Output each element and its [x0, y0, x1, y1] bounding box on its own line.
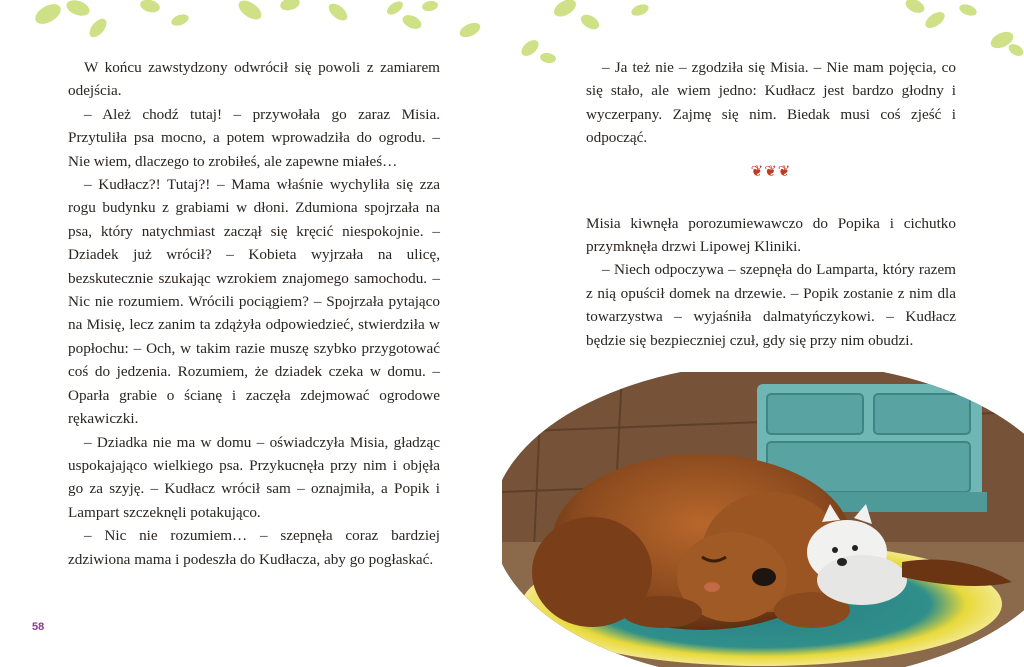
page-number: 58 — [32, 621, 45, 633]
paragraph: – Dziadka nie ma w domu – oświadczyła Misia, gładząc uspokajająco wielkiego psa. Przykucnęła przy nim i objęła go za szyję. – Kudłacz wrócił sam – oznajmiła, a Popik i Lampart szczeknęli potakująco. — [68, 433, 440, 521]
paragraph: – Kudłacz?! Tutaj?! – Mama właśnie wychyliła się zza rogu budynku z grabiami w dłoni. Zdumiona spojrzała na psa, który natychmiast zaczął się kręcić niespokojnie. – Dziadek już wrócił? – Kobieta wyjrzała na ulicę, bezskutecznie szukając wzrokiem znajomego samochodu. – Nic nie rozumiem. Wrócili pociągiem? – Spojrzała pytająco na Misię, lecz zanim ta zdążyła odpowiedzieć, stwierdziła w popłochu: – Och, w takim razie muszę szybko przygotować coś do jedzenia. Rozumiem, że dziadek czeka w domu. – Oparła grabie o ścianę i zaczęła zdejmować ogrodowe rękawiczki. — [68, 176, 440, 428]
paragraph: – Ja też nie – zgodziła się Misia. – Nie mam pojęcia, co się stało, ale wiem jedno: Kudłacz jest bardzo głodny i wyczerpany. Zajmę się nim. Biedak musi coś zjeść i odpocząć. — [586, 59, 956, 147]
section-ornament: ❦❦❦ — [750, 163, 792, 180]
right-page-text — [586, 56, 956, 352]
paragraph: – Nic nie rozumiem… – szepnęła coraz bardziej zdziwiona mama i podeszła do Kudłacza, aby go pogłaskać. — [68, 527, 440, 568]
paragraph: – Niech odpoczywa – szepnęła do Lamparta, który razem z nią opuścił domek na drzewie. – Popik zostanie z nim dla towarzystwa – wyjaśniła dalmatyńczykowi. – Kudłacz będzie się bezpieczniej czuł, gdy się przy nim obudzi. — [586, 261, 956, 349]
paragraph: W końcu zawstydzony odwrócił się powoli z zamiarem odejścia. — [68, 59, 440, 100]
left-page-text — [68, 56, 440, 571]
paragraph: – Ależ chodź tutaj! – przywołała go zaraz Misia. Przytuliła psa mocno, a potem wprowadziła do ogrodu. – Nie wiem, dlaczego to zrobiłeś, ale zapewne miałeś… — [68, 105, 440, 170]
dog-illustration — [502, 372, 1024, 667]
paragraph: Misia kiwnęła porozumiewawczo do Popika i cichutko przymknęła drzwi Lipowej Kliniki. — [586, 214, 956, 256]
